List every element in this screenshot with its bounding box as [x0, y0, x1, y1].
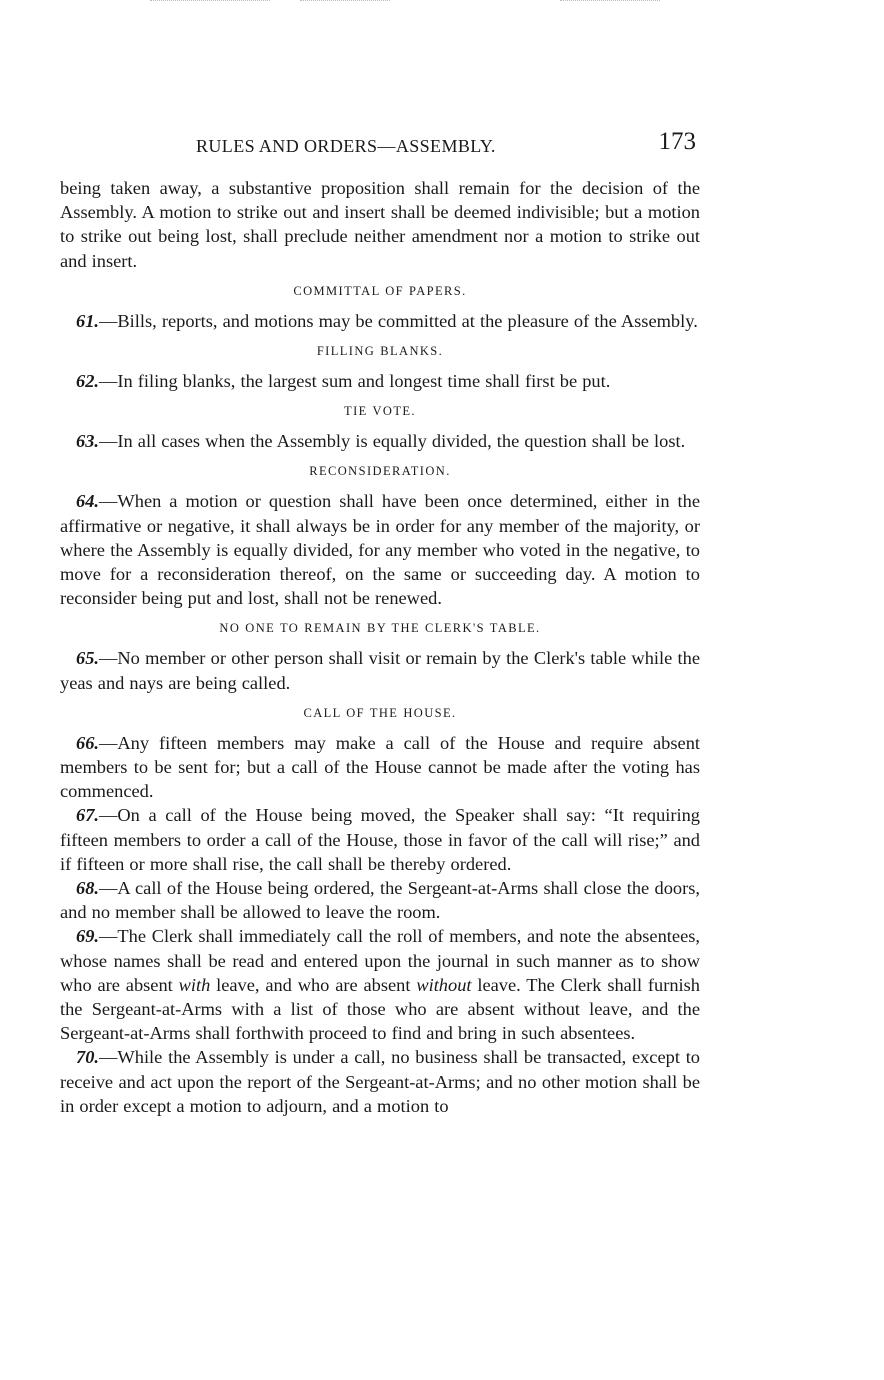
rule-text: leave. The Clerk shall furnish the Sergeant-at-Arms with a list of those who are absent without leave, and the Sergeant-at-Arms shall forthwith proceed to find and bring in such absentees. [60, 974, 700, 1044]
top-edge-mark [150, 0, 270, 2]
rule-65 [60, 646, 700, 694]
top-edge-mark [300, 0, 390, 2]
rule-number: 69. [76, 926, 99, 947]
rule-text: —While the Assembly is under a call, no business shall be transacted, except to receive and act upon the report of the Sergeant-at-Arms; and no other motion shall be in order except a motion to adjourn, and a motion to [60, 1047, 700, 1116]
rule-text: —In all cases when the Assembly is equally divided, the question shall be lost. [99, 431, 686, 452]
emphasis-without: without [416, 974, 472, 995]
rule-text: —On a call of the House being moved, the Speaker shall say: “It requiring fifteen members to order a call of the House, those in favor of the call will rise;” and if fifteen or more shall rise, the call shall be thereby ordered. [60, 805, 700, 874]
page-header [60, 128, 700, 168]
top-edge-mark [560, 0, 660, 2]
section-heading-filling-blanks: FILLING BLANKS. [316, 344, 444, 359]
rule-number: 66. [76, 732, 99, 753]
rule-67 [60, 803, 700, 876]
rule-number: 67. [76, 805, 99, 826]
rule-number: 61. [76, 310, 99, 331]
rule-number: 65. [76, 648, 99, 669]
rule-text: leave, and who are absent [210, 974, 417, 995]
emphasis-with: with [178, 974, 211, 995]
rule-number: 70. [76, 1047, 99, 1068]
rule-69 [60, 924, 700, 1045]
rule-63 [60, 429, 700, 453]
rule-64 [60, 489, 700, 610]
rule-number: 64. [76, 491, 99, 512]
rule-62 [60, 369, 700, 393]
rule-text: —Bills, reports, and motions may be committed at the pleasure of the Assembly. [99, 310, 698, 331]
rule-number: 63. [76, 431, 99, 452]
rule-text: —In filing blanks, the largest sum and longest time shall first be put. [99, 371, 611, 392]
section-heading-reconsideration: RECONSIDERATION. [309, 464, 451, 479]
section-heading-tie-vote: TIE VOTE. [344, 404, 416, 419]
page-number: 173 [658, 128, 696, 155]
rule-68 [60, 876, 700, 924]
section-heading-committal: COMMITTAL OF PAPERS. [293, 283, 467, 298]
rule-70 [60, 1045, 700, 1118]
rule-text: —No member or other person shall visit or remain by the Clerk's table while the yeas and nays are being called. [60, 648, 700, 693]
rule-text: —A call of the House being ordered, the Sergeant-at-Arms shall close the doors, and no member shall be allowed to leave the room. [60, 878, 700, 923]
section-heading-clerks-table: NO ONE TO REMAIN BY THE CLERK'S TABLE. [219, 621, 541, 636]
rule-number: 62. [76, 371, 99, 392]
continued-paragraph: being taken away, a substantive proposition shall remain for the decision of the Assembly. A motion to strike out and insert shall be deemed indivisible; but a motion to strike out being lost, shall preclude neither amendment nor a motion to strike out and insert. [60, 178, 700, 271]
rule-66 [60, 731, 700, 804]
page-body [60, 176, 700, 1118]
rule-text: —The Clerk shall immediately call the roll of members, and note the absentees, whose names shall be read and entered upon the journal in such manner as to show who are absent [60, 926, 700, 995]
rule-text: —When a motion or question shall have been once determined, either in the affirmative or negative, it shall always be in order for any member of the majority, or where the Assembly is equally divided, for any member who voted in the negative, to move for a reconsideration thereof, on the same or succeeding day. A motion to reconsider being put and lost, shall not be renewed. [60, 491, 700, 609]
rule-text: —Any fifteen members may make a call of the House and require absent members to be sent for; but a call of the House cannot be made after the voting has commenced. [60, 732, 700, 802]
rule-number: 68. [76, 878, 99, 899]
section-heading-call-of-house: CALL OF THE HOUSE. [303, 705, 457, 720]
rule-61 [60, 309, 700, 333]
running-head: RULES AND ORDERS—ASSEMBLY. [196, 136, 496, 156]
